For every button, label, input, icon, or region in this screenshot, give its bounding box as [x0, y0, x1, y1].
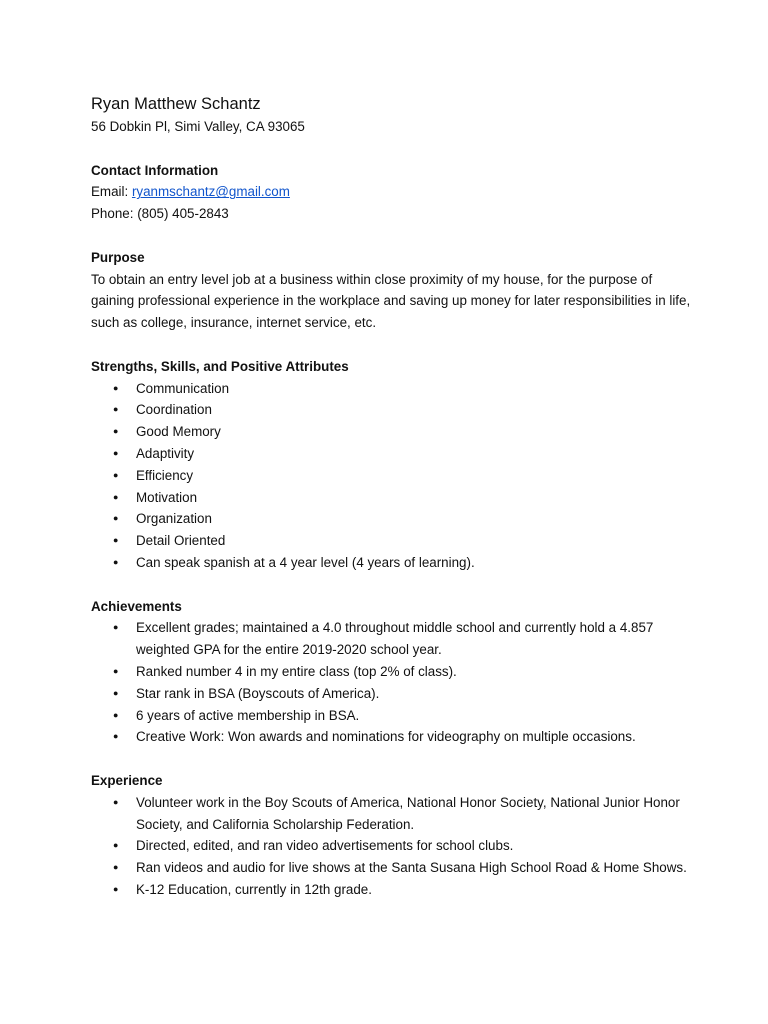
- address-line: 56 Dobkin Pl, Simi Valley, CA 93065: [91, 119, 305, 134]
- strengths-list: [91, 378, 691, 574]
- list-item-text: Adaptivity: [136, 445, 195, 461]
- purpose-text: To obtain an entry level job at a business within close proximity of my house, for the purpose of gaining professional experience in the workplace and saving up money for later responsibilities in life, such as college, insurance, internet service, etc.: [91, 271, 691, 331]
- list-item: [91, 465, 691, 487]
- achievements-list: [91, 617, 691, 748]
- bullet-icon: ●: [113, 469, 119, 480]
- purpose-heading: Purpose: [91, 249, 145, 265]
- experience-list: [91, 792, 691, 901]
- bullet-icon: ●: [113, 404, 119, 415]
- phone-number: (805) 405-2843: [137, 206, 229, 222]
- spacer: [91, 334, 691, 356]
- list-item-text: K-12 Education, currently in 12th grade.: [136, 881, 372, 897]
- list-item-text: Can speak spanish at a 4 year level (4 years of learning).: [136, 554, 475, 570]
- list-item: [91, 508, 691, 530]
- list-item-text: Creative Work: Won awards and nominations for videography on multiple occasions.: [136, 729, 636, 745]
- list-item: [91, 530, 691, 552]
- bullet-icon: ●: [113, 447, 119, 458]
- list-item-text: Efficiency: [136, 467, 194, 483]
- list-item-text: 6 years of active membership in BSA.: [136, 707, 360, 723]
- bullet-icon: ●: [113, 883, 119, 894]
- list-item: [91, 683, 691, 705]
- bullet-icon: ●: [113, 687, 119, 698]
- list-item-text: Directed, edited, and ran video advertisements for school clubs.: [136, 838, 514, 854]
- bullet-icon: ●: [113, 426, 119, 437]
- bullet-icon: ●: [113, 796, 119, 807]
- resume-content: [91, 92, 691, 901]
- experience-heading: Experience: [91, 772, 163, 788]
- bullet-icon: ●: [113, 382, 119, 393]
- list-item-text: Motivation: [136, 489, 198, 505]
- list-item-text: Coordination: [136, 402, 212, 418]
- list-item-text: Communication: [136, 380, 230, 396]
- list-item: [91, 792, 691, 836]
- bullet-icon: ●: [113, 535, 119, 546]
- list-item: [91, 552, 691, 574]
- list-item-text: Excellent grades; maintained a 4.0 throughout middle school and currently hold a 4.857 weighted GPA for the entire 2019-2020 school year.: [136, 620, 654, 658]
- bullet-icon: ●: [113, 622, 119, 633]
- email-label: Email:: [91, 184, 129, 200]
- resume-name: Ryan Matthew Schantz: [91, 95, 261, 113]
- spacer: [91, 225, 691, 247]
- list-item: [91, 617, 691, 661]
- list-item-text: Volunteer work in the Boy Scouts of America, National Honor Society, National Junior Honor Society, and California Scholarship Federation.: [136, 794, 680, 832]
- phone-line: [91, 203, 691, 225]
- email-link[interactable]: ryanmschantz@gmail.com: [131, 184, 290, 200]
- list-item: [91, 835, 691, 857]
- list-item-text: Organization: [136, 511, 212, 527]
- bullet-icon: ●: [113, 556, 119, 567]
- bullet-icon: ●: [113, 709, 119, 720]
- phone-label: Phone:: [91, 206, 134, 222]
- list-item: [91, 726, 691, 748]
- bullet-icon: ●: [113, 731, 119, 742]
- bullet-icon: ●: [113, 513, 119, 524]
- bullet-icon: ●: [113, 862, 119, 873]
- contact-heading: Contact Information: [91, 162, 219, 178]
- bullet-icon: ●: [113, 665, 119, 676]
- list-item: [91, 378, 691, 400]
- list-item: [91, 421, 691, 443]
- achievements-heading: Achievements: [91, 598, 182, 614]
- bullet-icon: ●: [113, 491, 119, 502]
- list-item: [91, 857, 691, 879]
- list-item: [91, 661, 691, 683]
- list-item: [91, 487, 691, 509]
- strengths-heading: Strengths, Skills, and Positive Attributes: [91, 358, 349, 374]
- list-item: [91, 443, 691, 465]
- spacer: [91, 574, 691, 596]
- list-item: [91, 879, 691, 901]
- list-item-text: Ranked number 4 in my entire class (top 2% of class).: [136, 663, 457, 679]
- list-item: [91, 399, 691, 421]
- list-item-text: Good Memory: [136, 424, 221, 440]
- list-item-text: Ran videos and audio for live shows at the Santa Susana High School Road & Home Shows.: [136, 860, 687, 876]
- bullet-icon: ●: [113, 840, 119, 851]
- list-item: [91, 705, 691, 727]
- email-line: [91, 181, 691, 203]
- spacer: [91, 138, 691, 160]
- spacer: [91, 748, 691, 770]
- list-item-text: Detail Oriented: [136, 533, 226, 549]
- list-item-text: Star rank in BSA (Boyscouts of America).: [136, 685, 380, 701]
